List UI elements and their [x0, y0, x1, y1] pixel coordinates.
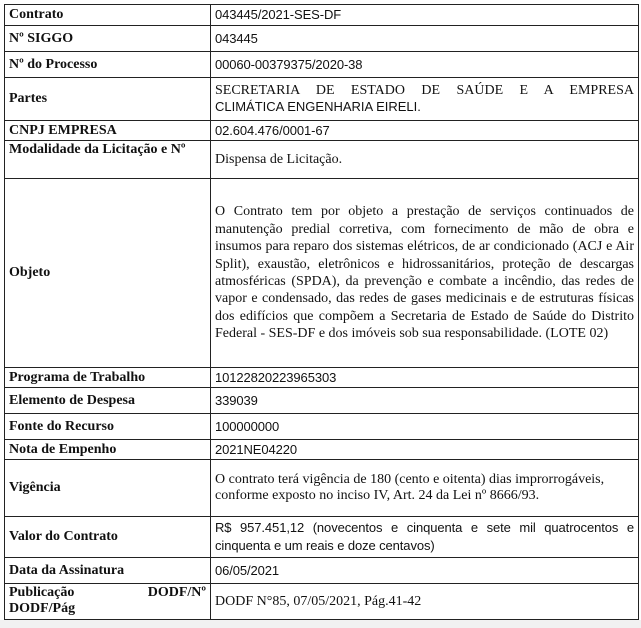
page-bottom-strip	[0, 620, 641, 628]
value-modalidade: Dispensa de Licitação.	[211, 141, 639, 179]
value-empenho: 2021NE04220	[211, 440, 639, 460]
label-siggo: Nº SIGGO	[5, 26, 211, 52]
row-contrato	[5, 5, 639, 26]
row-objeto	[5, 179, 639, 368]
row-valor	[5, 517, 639, 558]
value-fonte: 100000000	[211, 414, 639, 440]
row-modalidade	[5, 141, 639, 179]
value-programa: 10122820223965303	[211, 368, 639, 388]
label-publicacao	[5, 584, 211, 620]
row-processo	[5, 52, 639, 78]
value-valor: R$ 957.451,12 (novecentos e cinquenta e sete mil quatrocentos e cinquenta e um reais e doze centavos)	[211, 517, 639, 558]
label-assinatura: Data da Assinatura	[5, 558, 211, 584]
value-partes-line1: SECRETARIA DE ESTADO DE SAÚDE E A EMPRESA	[215, 83, 634, 98]
label-processo: Nº do Processo	[5, 52, 211, 78]
label-publicacao-b: DODF/Nº	[147, 585, 206, 600]
row-fonte	[5, 414, 639, 440]
row-publicacao	[5, 584, 639, 620]
label-objeto: Objeto	[5, 179, 211, 368]
row-cnpj	[5, 121, 639, 141]
value-partes	[211, 78, 639, 121]
row-siggo	[5, 26, 639, 52]
value-assinatura: 06/05/2021	[211, 558, 639, 584]
label-publicacao-c: DODF/Pág	[9, 601, 76, 616]
row-programa	[5, 368, 639, 388]
value-elemento: 339039	[211, 388, 639, 414]
value-cnpj: 02.604.476/0001-67	[211, 121, 639, 141]
row-assinatura	[5, 558, 639, 584]
value-partes-line2: CLIMÁTICA ENGENHARIA EIRELI.	[215, 99, 421, 114]
label-contrato: Contrato	[5, 5, 211, 26]
contract-summary-table	[4, 4, 639, 620]
row-vigencia	[5, 460, 639, 517]
row-partes	[5, 78, 639, 121]
label-partes: Partes	[5, 78, 211, 121]
label-vigencia: Vigência	[5, 460, 211, 517]
value-publicacao: DODF N°85, 07/05/2021, Pág.41-42	[211, 584, 639, 620]
label-empenho: Nota de Empenho	[5, 440, 211, 460]
label-cnpj: CNPJ EMPRESA	[5, 121, 211, 141]
row-elemento	[5, 388, 639, 414]
value-processo: 00060-00379375/2020-38	[211, 52, 639, 78]
label-publicacao-line1	[9, 585, 206, 601]
label-programa: Programa de Trabalho	[5, 368, 211, 388]
label-modalidade: Modalidade da Licitação e Nº	[5, 141, 211, 179]
row-empenho	[5, 440, 639, 460]
value-siggo: 043445	[211, 26, 639, 52]
label-valor: Valor do Contrato	[5, 517, 211, 558]
value-vigencia: O contrato terá vigência de 180 (cento e oitenta) dias improrrogáveis, conforme exposto no inciso IV, Art. 24 da Lei nº 8666/93.	[211, 460, 639, 517]
value-objeto: O Contrato tem por objeto a prestação de serviços continuados de manutenção predial corretiva, com fornecimento de mão de obra e insumos para reparo dos sistemas elétricos, de ar condicionado (ACJ e Air Split), exaustão, eletrônicos e hidrossanitários, proteção de descargas atmosféricas (SPDA), da prevenção e combate a incêndio, das redes de vapor e condensado, das redes de gases medicinais e de estruturas físicas dos edifícios que compõem a Secretaria de Estado de Saúde do Distrito Federal - SES-DF e dos imóveis sob sua responsabilidade. (LOTE 02)	[211, 179, 639, 368]
label-fonte: Fonte do Recurso	[5, 414, 211, 440]
value-contrato: 043445/2021-SES-DF	[211, 5, 639, 26]
label-elemento: Elemento de Despesa	[5, 388, 211, 414]
label-publicacao-a: Publicação	[9, 585, 75, 600]
